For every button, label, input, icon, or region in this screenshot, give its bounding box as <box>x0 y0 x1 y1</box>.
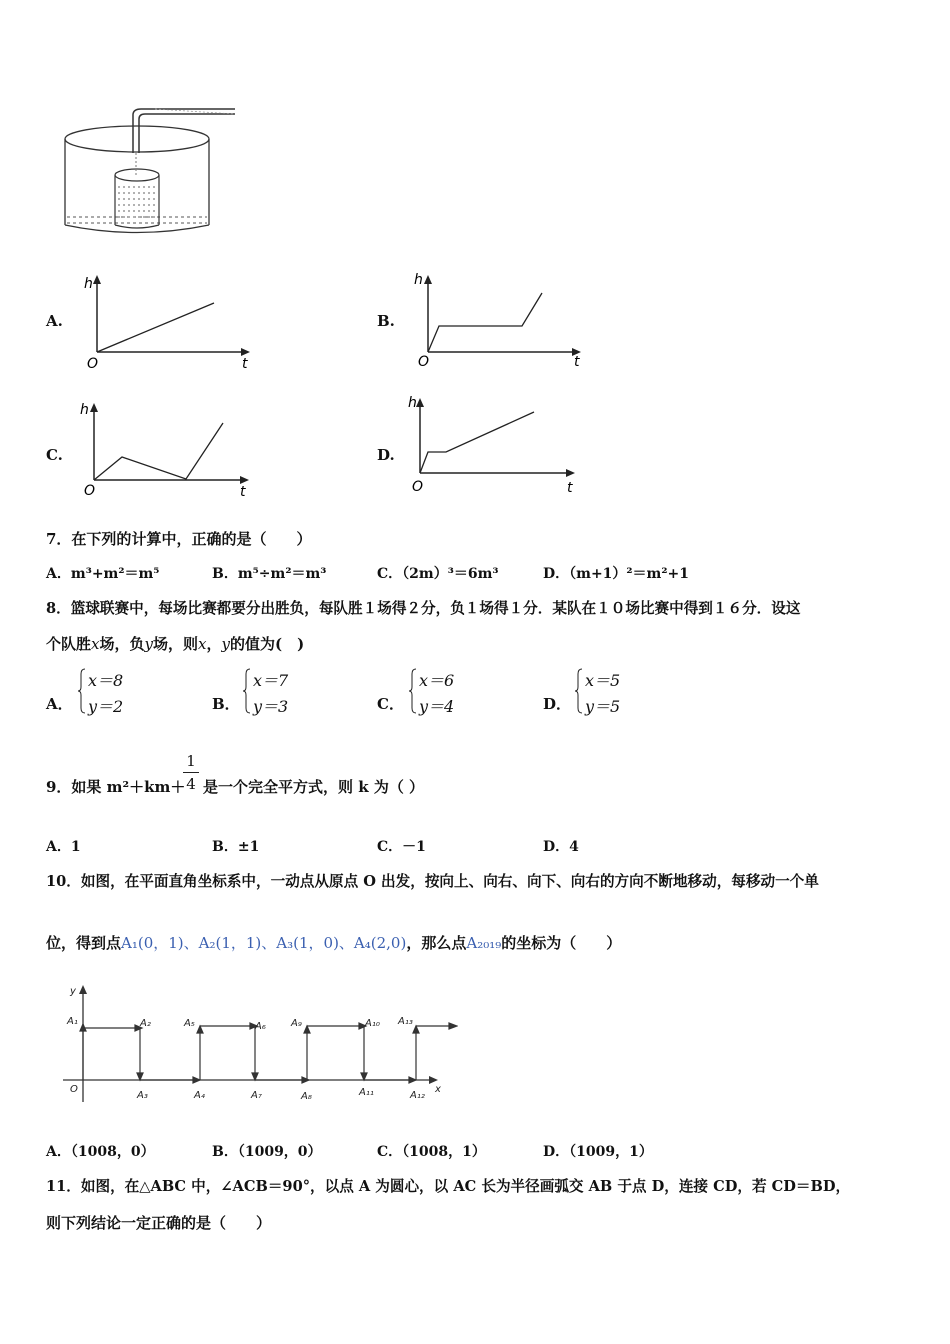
axis-label: x <box>435 1084 441 1095</box>
q10-figure <box>58 982 458 1107</box>
q8-var-x: x <box>198 635 207 653</box>
q9-stem-tail: 是一个完全平方式，则 k 为（ ） <box>203 778 425 796</box>
axis-label: h <box>80 402 89 418</box>
option-text: （1008，1） <box>402 1144 486 1160</box>
option-text: （m+1）²＝m²+1 <box>569 566 689 582</box>
axis-label: t <box>567 480 573 495</box>
q6-option-d-label[interactable]: D. <box>377 446 395 464</box>
option-text: （1008，0） <box>70 1144 155 1160</box>
option-label: D． <box>543 566 570 582</box>
q8-option-b-label[interactable]: B． <box>212 695 240 713</box>
q6-option-b-label[interactable]: B. <box>377 312 395 330</box>
container-figure <box>55 105 245 240</box>
q7-stem: 7．在下列的计算中，正确的是（ ） <box>46 530 312 548</box>
q10-stem-line2 <box>46 932 621 953</box>
option-text: （1009，1） <box>569 1144 653 1160</box>
fraction-numerator: 1 <box>186 752 196 770</box>
q9-option-d[interactable] <box>543 836 579 856</box>
q7-option-c[interactable] <box>377 563 499 583</box>
q10-target-point: A₂₀₁₉ <box>466 934 502 952</box>
brace-icon <box>243 668 251 714</box>
point-label: A₈ <box>301 1091 312 1102</box>
q6-graph-c[interactable] <box>80 398 260 500</box>
axis-label: y <box>70 986 76 997</box>
q8-option-d-label[interactable]: D． <box>543 695 572 713</box>
option-text: 1 <box>70 839 81 855</box>
axis-label: t <box>240 484 246 500</box>
q8-text: ， <box>206 635 222 653</box>
q6-graph-b[interactable] <box>412 268 592 370</box>
option-label: A． <box>46 839 71 855</box>
q11-stem-line1: 11．如图，在△ABC 中，∠ACB＝90°，以点 A 为圆心，以 AC 长为半径画弧交 AB 于点 D，连接 CD，若 CD＝BD， <box>46 1178 851 1195</box>
q10-points: A₁(0，1)、A₂(1，1)、A₃(1，0)、A₄(2,0) <box>121 934 407 952</box>
option-label: A． <box>46 1144 71 1160</box>
q7-option-b[interactable] <box>212 563 326 583</box>
q8-text: 个队胜 <box>46 635 92 653</box>
option-label: C． <box>377 839 403 855</box>
option-text: 4 <box>569 839 579 855</box>
q8-text: 场，则 <box>152 635 198 653</box>
q6-graph-a[interactable] <box>84 270 259 370</box>
q10-text: 位，得到点 <box>46 934 122 952</box>
option-text: m⁵÷m²＝m³ <box>237 566 327 582</box>
q7-option-d[interactable] <box>543 563 689 583</box>
axis-label: h <box>414 272 423 288</box>
axis-label: h <box>408 395 417 411</box>
point-label: A₁₀ <box>365 1018 380 1029</box>
axis-label: t <box>242 356 248 370</box>
q8-var-x: x <box>91 635 100 653</box>
brace-icon <box>78 668 86 714</box>
option-label: B． <box>212 566 238 582</box>
q9-fraction <box>183 752 199 793</box>
axis-label: O <box>84 483 96 499</box>
q11-stem-line2: 则下列结论一定正确的是（ ） <box>46 1214 272 1232</box>
equation-x: x＝6 <box>419 671 455 690</box>
q8-var-y: y <box>221 635 230 653</box>
equation-y: y＝5 <box>585 697 621 716</box>
q9-option-b[interactable] <box>212 836 259 856</box>
point-label: A₅ <box>184 1018 195 1029</box>
q8-var-y: y <box>144 635 153 653</box>
point-label: A₁₃ <box>398 1016 413 1027</box>
option-label: C． <box>377 1144 403 1160</box>
axis-label: O <box>87 356 99 370</box>
equation-y: y＝2 <box>88 697 124 716</box>
point-label: A₂ <box>140 1018 151 1029</box>
axis-label: O <box>70 1084 78 1095</box>
option-text: （1009，0） <box>237 1144 322 1160</box>
point-label: A₁₂ <box>410 1090 425 1101</box>
q9-text: 9．如果 m²＋km＋ <box>46 778 186 796</box>
q10-text: 的坐标为（ ） <box>501 934 622 952</box>
option-label: D． <box>543 1144 570 1160</box>
option-label: A． <box>46 566 71 582</box>
point-label: A₆ <box>255 1021 266 1032</box>
q6-option-a-label[interactable]: A. <box>46 312 63 330</box>
point-label: A₇ <box>251 1090 262 1101</box>
q6-graph-d[interactable] <box>406 393 586 495</box>
q9-option-a[interactable] <box>46 836 81 856</box>
q10-option-a[interactable] <box>46 1141 155 1161</box>
option-label: B． <box>212 1144 238 1160</box>
fraction-denominator: 4 <box>186 775 196 793</box>
q10-option-b[interactable] <box>212 1141 322 1161</box>
q9-stem <box>46 776 185 797</box>
q6-option-c-label[interactable]: C. <box>46 446 63 464</box>
point-label: A₃ <box>137 1090 148 1101</box>
option-label: C． <box>377 566 403 582</box>
q7-option-a[interactable] <box>46 563 159 583</box>
q9-option-c[interactable] <box>377 836 426 856</box>
q8-option-a-label[interactable]: A． <box>46 695 73 713</box>
axis-label: O <box>418 354 430 370</box>
point-label: A₉ <box>291 1018 302 1029</box>
equation-x: x＝5 <box>585 671 621 690</box>
axis-label: O <box>412 479 424 495</box>
axis-label: t <box>574 354 580 370</box>
equation-y: y＝3 <box>253 697 289 716</box>
axis-label: h <box>84 276 93 292</box>
equation-x: x＝8 <box>88 671 124 690</box>
option-text: ±1 <box>237 839 260 855</box>
point-label: A₄ <box>194 1090 205 1101</box>
brace-icon <box>409 668 417 714</box>
equation-y: y＝4 <box>419 697 455 716</box>
q10-stem-line1: 10．如图，在平面直角坐标系中，一动点从原点 O 出发，按向上、向右、向下、向右的方向不断地移动，每移动一个单 <box>46 873 819 890</box>
option-label: D． <box>543 839 570 855</box>
option-label: B． <box>212 839 238 855</box>
q8-stem-line2 <box>46 633 304 654</box>
point-label: A₁₁ <box>359 1087 374 1098</box>
q8-text: 的值为( ) <box>229 635 305 653</box>
option-text: （2m）³＝6m³ <box>402 566 499 582</box>
option-text: m³+m²＝m⁵ <box>70 566 160 582</box>
q8-text: 场，负 <box>99 635 145 653</box>
q8-option-c-label[interactable]: C． <box>377 695 404 713</box>
point-label: A₁ <box>67 1016 78 1027</box>
q8-stem-line1: 8．篮球联赛中，每场比赛都要分出胜负，每队胜１场得２分，负１场得１分．某队在１０场比赛中得到１６分．设这 <box>46 600 801 617</box>
brace-icon <box>575 668 583 714</box>
q10-text: ，那么点 <box>406 934 467 952</box>
equation-x: x＝7 <box>253 671 289 690</box>
q10-option-d[interactable] <box>543 1141 653 1161</box>
fraction-bar <box>183 772 199 773</box>
q10-option-c[interactable] <box>377 1141 486 1161</box>
option-text: －1 <box>402 839 426 855</box>
